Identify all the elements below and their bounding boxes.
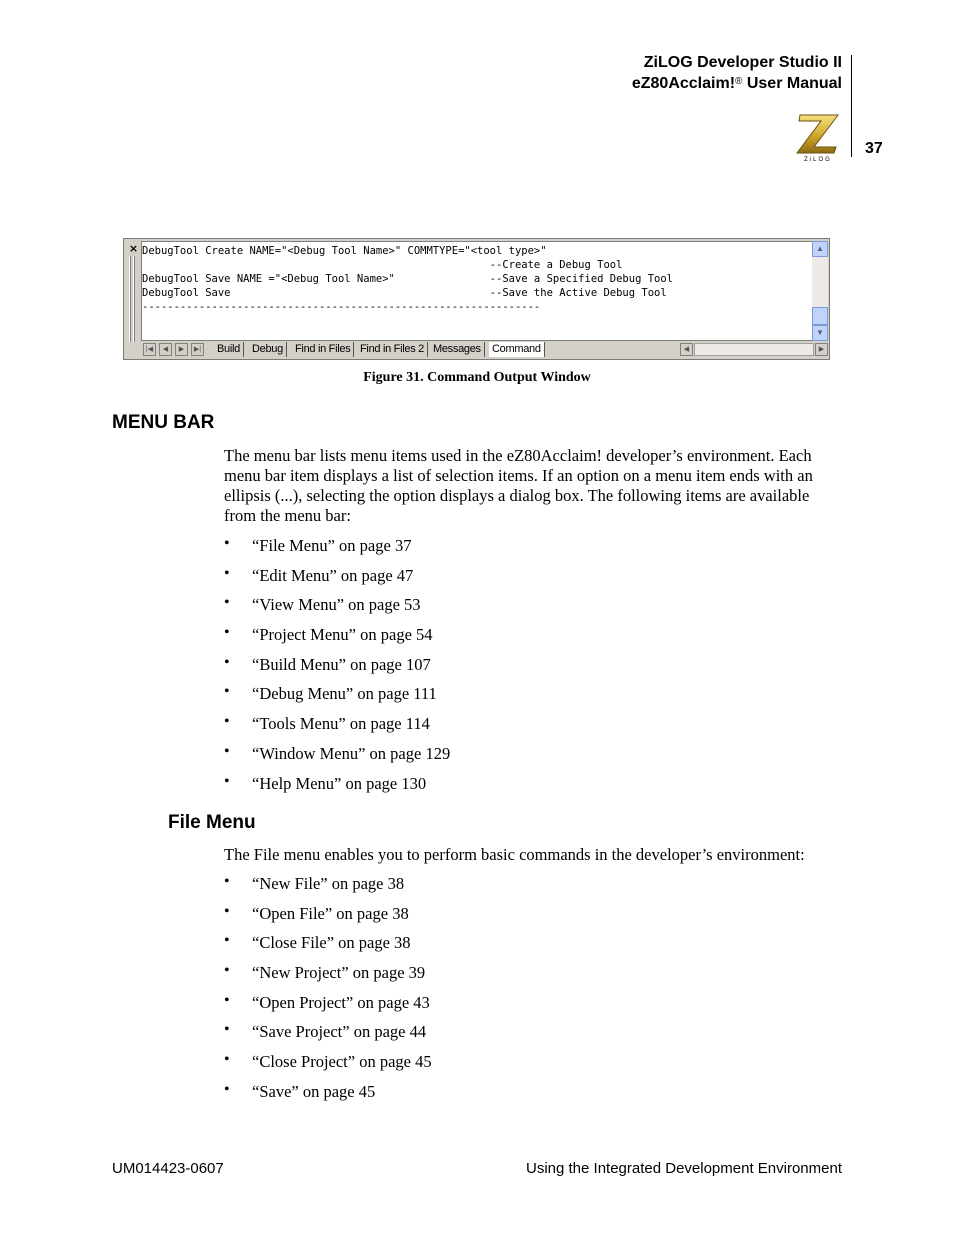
list-item[interactable] (224, 684, 450, 714)
command-output-window (123, 238, 830, 360)
file-menu-list (224, 874, 432, 1112)
menu-bar-list (224, 536, 450, 803)
list-item[interactable] (224, 963, 432, 993)
list-item-text: “Open Project” on page 43 (252, 992, 430, 1012)
grip-line (133, 256, 135, 342)
bullet: • (224, 1021, 230, 1039)
list-item-text: “New Project” on page 39 (252, 963, 426, 983)
bullet: • (224, 962, 230, 980)
grip-line (129, 256, 131, 342)
output-tab-bar (141, 341, 829, 358)
output-line: --Create a Debug Tool (142, 259, 623, 271)
file-menu-intro: The File menu enables you to perform basic commands in the developer’s environment: (224, 845, 805, 864)
first-tab-icon[interactable]: |◀ (143, 343, 156, 356)
header-manual: User Manual (742, 75, 842, 92)
header-divider (851, 55, 852, 157)
footer-doc-id: UM014423-0607 (112, 1160, 224, 1177)
list-item[interactable] (224, 774, 450, 804)
list-item-text: “View Menu” on page 53 (252, 595, 421, 615)
list-item[interactable] (224, 874, 432, 904)
figure-caption: Figure 31. Command Output Window (363, 370, 591, 385)
list-item-text: “Edit Menu” on page 47 (252, 565, 414, 585)
tab-debug[interactable]: Debug (249, 342, 287, 357)
header-product: eZ80Acclaim! (631, 75, 736, 92)
prev-tab-icon[interactable]: ◀ (159, 343, 172, 356)
list-item[interactable] (224, 1022, 432, 1052)
footer-section: Using the Integrated Development Environment (525, 1160, 842, 1177)
list-item-text: “Tools Menu” on page 114 (252, 714, 430, 734)
list-item-text: “Close File” on page 38 (252, 933, 411, 953)
close-icon[interactable]: × (128, 242, 139, 255)
bullet: • (224, 713, 230, 731)
tab-messages[interactable]: Messages (430, 342, 485, 357)
bullet: • (224, 624, 230, 642)
running-header (632, 52, 842, 94)
command-output-text[interactable] (141, 241, 812, 341)
list-item-text: “Build Menu” on page 107 (252, 654, 431, 674)
list-item[interactable] (224, 1052, 432, 1082)
scroll-up-icon[interactable]: ▲ (812, 241, 828, 257)
logo-wordmark: ZiLOG (804, 157, 832, 163)
scroll-down-icon[interactable]: ▼ (812, 325, 828, 341)
output-line: DebugTool Create NAME="<Debug Tool Name>" COMMTYPE="<tool type>" (142, 245, 547, 257)
bullet: • (224, 535, 230, 552)
tab-command[interactable]: Command (489, 342, 545, 357)
list-item-text: “File Menu” on page 37 (252, 536, 412, 555)
list-item-text: “Save” on page 45 (252, 1081, 376, 1101)
bullet: • (224, 772, 230, 790)
list-item[interactable] (224, 536, 450, 566)
bullet: • (224, 873, 230, 890)
next-tab-icon[interactable]: ▶ (175, 343, 188, 356)
output-line: DebugTool Save NAME ="<Debug Tool Name>" --Save a Specified Debug Tool (142, 273, 674, 285)
bullet: • (224, 683, 230, 701)
bullet: • (224, 594, 230, 612)
horizontal-scrollbar[interactable] (694, 343, 814, 356)
list-item-text: “New File” on page 38 (252, 874, 405, 893)
section-heading-menu-bar: MENU BAR (112, 412, 215, 433)
zilog-logo (794, 111, 842, 163)
bullet: • (224, 932, 230, 950)
bullet: • (224, 653, 230, 671)
list-item-text: “Debug Menu” on page 111 (252, 684, 437, 704)
list-item[interactable] (224, 566, 450, 596)
window-gripper[interactable] (125, 240, 141, 358)
bullet: • (224, 1051, 230, 1069)
list-item[interactable] (224, 744, 450, 774)
list-item-text: “Help Menu” on page 130 (252, 773, 427, 793)
header-title-line1: ZiLOG Developer Studio II (643, 54, 842, 71)
scroll-thumb[interactable] (812, 307, 828, 325)
list-item[interactable] (224, 625, 450, 655)
bullet: • (224, 742, 230, 760)
section-heading-file-menu: File Menu (168, 812, 256, 833)
list-item-text: “Window Menu” on page 129 (252, 743, 451, 763)
output-line: --------------------------------------------------------------- (142, 301, 541, 313)
last-tab-icon[interactable]: ▶| (191, 343, 204, 356)
list-item[interactable] (224, 655, 450, 685)
hscroll-right-icon[interactable]: ▶ (815, 343, 828, 356)
hscroll-left-icon[interactable]: ◀ (680, 343, 693, 356)
vertical-scrollbar[interactable] (812, 241, 828, 341)
tab-build[interactable]: Build (214, 342, 244, 357)
bullet: • (224, 1080, 230, 1098)
bullet: • (224, 564, 230, 582)
list-item-text: “Save Project” on page 44 (252, 1022, 427, 1042)
list-item[interactable] (224, 904, 432, 934)
list-item[interactable] (224, 993, 432, 1023)
list-item[interactable] (224, 1082, 432, 1112)
output-line: DebugTool Save --Save the Active Debug Tool (142, 287, 667, 299)
bullet: • (224, 902, 230, 920)
bullet: • (224, 991, 230, 1009)
registered-mark: ® (735, 76, 743, 87)
list-item[interactable] (224, 933, 432, 963)
list-item[interactable] (224, 595, 450, 625)
list-item-text: “Project Menu” on page 54 (252, 625, 433, 645)
page-number: 37 (865, 140, 883, 157)
menu-bar-intro: The menu bar lists menu items used in the eZ80Acclaim! developer’s environment. Each menu bar item displays a list of selection items. If an option on a menu item ends with an ellipsis (...), selecting the option displays a dialog box. The following items are available from the menu bar: (224, 446, 813, 525)
list-item-text: “Close Project” on page 45 (252, 1052, 432, 1072)
header-title-line2 (632, 73, 842, 94)
tab-find-in-files-2[interactable]: Find in Files 2 (357, 342, 428, 357)
list-item-text: “Open File” on page 38 (252, 903, 409, 923)
list-item[interactable] (224, 714, 450, 744)
tab-find-in-files[interactable]: Find in Files (292, 342, 354, 357)
